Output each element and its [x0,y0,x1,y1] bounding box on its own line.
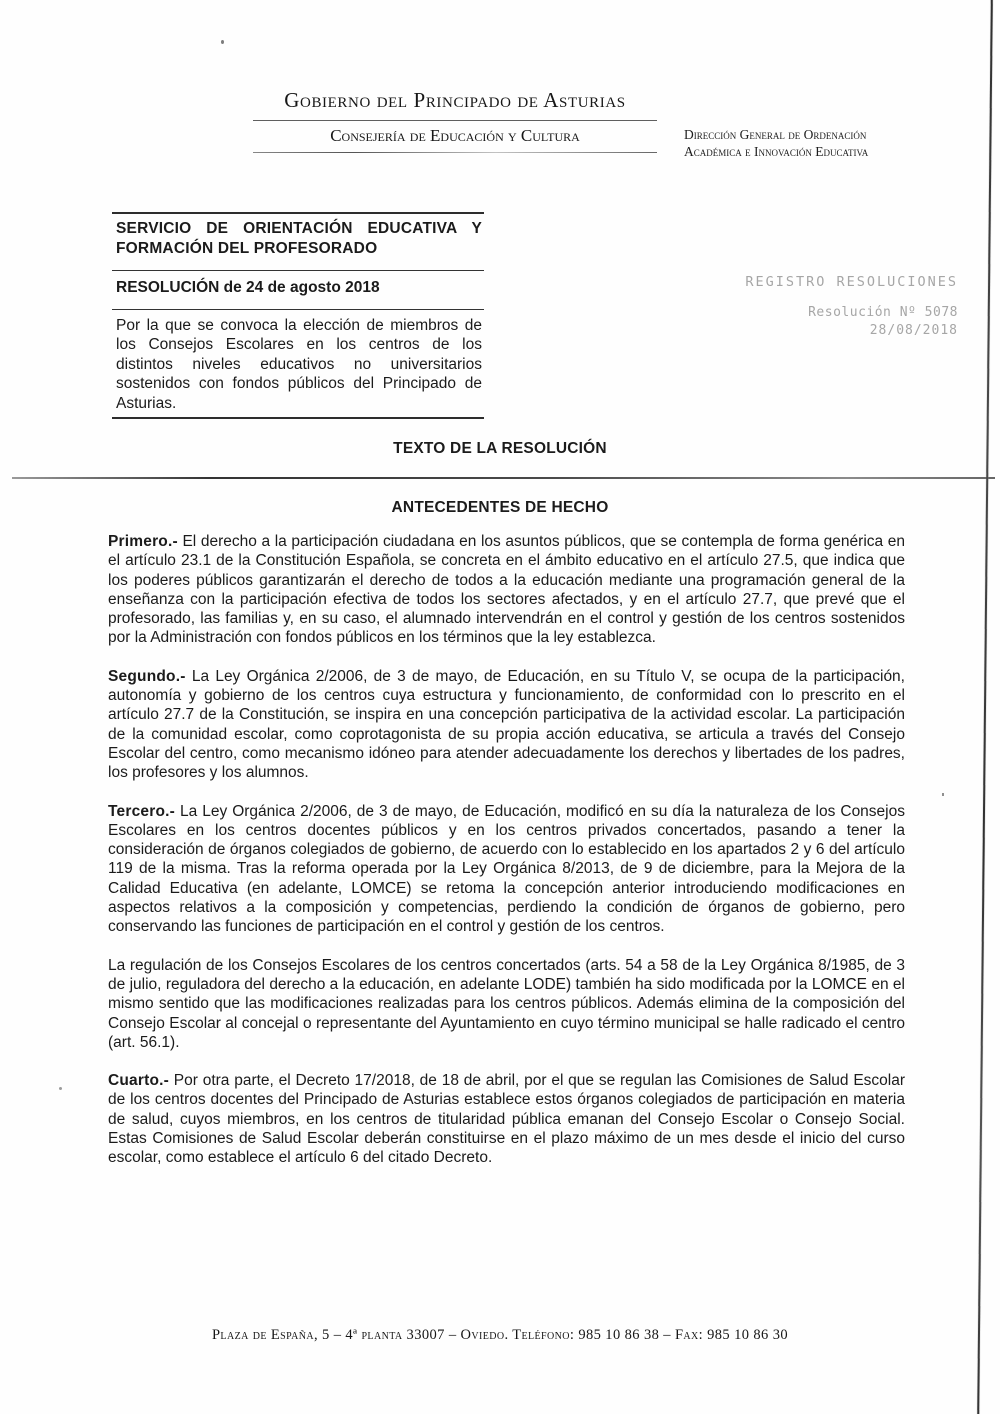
paragraph-primero [108,532,905,648]
paragraph-text: La regulación de los Consejos Escolares de los centros concertados (arts. 54 a 58 de la Ley Orgánica 8/1985, de 3 de julio, reguladora del derecho a la educación, en adelante LODE) también ha sido modificada por la LOMCE en el mismo sentido que las modificaciones realizadas para los centros públicos. Además elimina de la composición del Consejo Escolar al concejal o representante del Ayuntamiento en cuyo término municipal se halle radicado el centro (art. 56.1). [108,956,905,1051]
section-title: TEXTO DE LA RESOLUCIÓN [393,440,607,457]
directorate-title [684,126,946,160]
scan-speck [221,40,224,44]
paragraph-text: Por otra parte, el Decreto 17/2018, de 18 de abril, por el que se regulan las Comisiones de Salud Escolar de los centros docentes del Principado de Asturias establece estos órganos colegiados de participación en materia de salud, cuyos miembros, en los centros de titularidad pública emanan del Consejo Escolar o Consejo Social. Estas Comisiones de Salud Escolar deberán constituirse en el plazo máximo de un mes desde el inicio del curso escolar, como establece el artículo 6 del citado Decreto. [108,1072,905,1167]
letterhead [253,88,657,153]
service-name: SERVICIO DE ORIENTACIÓN EDUCATIVA Y FORMACIÓN DEL PROFESORADO [112,212,484,270]
paragraph-lead: Tercero.- [108,802,175,820]
paragraph-lead: Segundo.- [108,667,186,685]
directorate-line2: Académica e Innovación Educativa [684,144,869,159]
paragraph-cuarto [108,1071,905,1167]
department-title: Consejería de Educación y Cultura [253,121,657,153]
resolution-subject: Por la que se convoca la elección de miembros de los Consejos Escolares en los centros de los distintos niveles educativos no universitarios sostenidos con fondos públicos del Principado de Asturias. [112,309,484,420]
paragraph-regulacion [108,956,905,1052]
scan-edge-line [977,0,993,1414]
scan-speck [59,1087,62,1090]
government-title: Gobierno del Principado de Asturias [253,88,657,121]
resolution-title: RESOLUCIÓN de 24 de agosto 2018 [112,270,484,309]
paragraph-segundo [108,667,905,783]
registry-stamp [695,274,958,338]
horizontal-rule [12,477,995,479]
scan-speck [942,793,944,796]
stamp-title: REGISTRO RESOLUCIONES [745,274,958,290]
paragraph-lead: Cuarto.- [108,1072,170,1090]
paragraph-text: La Ley Orgánica 2/2006, de 3 de mayo, de Educación, en su Título V, se ocupa de la participación, autonomía y gobierno de los centros cuya estructura y funcionamiento, de conformidad con lo prescrito en el artículo 27.7 de la Constitución, se inspira en una concepción participativa de la actividad escolar. La participación de la comunidad escolar, como coprotagonista de su propia acción educativa, se articula a través del Consejo Escolar del centro, como mecanismo idóneo para atender adecuadamente los derechos y libertades de los padres, los profesores y los alumnos. [108,667,905,782]
subsection-title: ANTECEDENTES DE HECHO [391,499,609,516]
title-blocks [112,212,484,419]
stamp-resolution-number: Resolución Nº 5078 [808,305,958,320]
resolution-body [108,532,905,1187]
paragraph-text: El derecho a la participación ciudadana en los asuntos públicos, que se contempla de forma genérica en el artículo 23.1 de la Constitución Española, se concreta en el ámbito educativo en el artículo 27.5, que indica que los poderes públicos garantizarán el derecho de todos a la educación mediante una programación general de la enseñanza con la participación efectiva de todos los sectores afectados, y en el artículo 27.7, que prevé que el profesorado, las familias y, en su caso, el alumnado intervendrán en el control y gestión de los centros sostenidos por la Administración con fondos públicos en los términos que la ley establezca. [108,533,905,647]
footer-address: Plaza de España, 5 – 4ª planta 33007 – Oviedo. Teléfono: 985 10 86 38 – Fax: 985 10 86 30 [211,1327,789,1343]
directorate-line1: Dirección General de Ordenación [684,127,867,142]
stamp-date: 28/08/2018 [869,323,958,338]
paragraph-lead: Primero.- [108,533,178,550]
paragraph-tercero [108,802,905,937]
paragraph-text: La Ley Orgánica 2/2006, de 3 de mayo, de Educación, modificó en su día la naturaleza de los Consejos Escolares en los centros docentes públicos y en los centros privados concertados, pasando a tener la consideración de órganos colegiados de gobierno, de acuerdo con lo establecido en los apartados 2 y 6 del artículo 119 de la misma. Tras la reforma operada por la Ley Orgánica 8/2013, de 9 de diciembre, para la Mejora de la Calidad Educativa (en adelante, LOMCE) se retoma la concepción anterior introduciendo modificaciones en aspectos relativos a la composición y competencias, perdiendo la condición de órganos de gobierno, pero conservando las funciones de participación en el control y gestión de los centros. [108,802,905,936]
